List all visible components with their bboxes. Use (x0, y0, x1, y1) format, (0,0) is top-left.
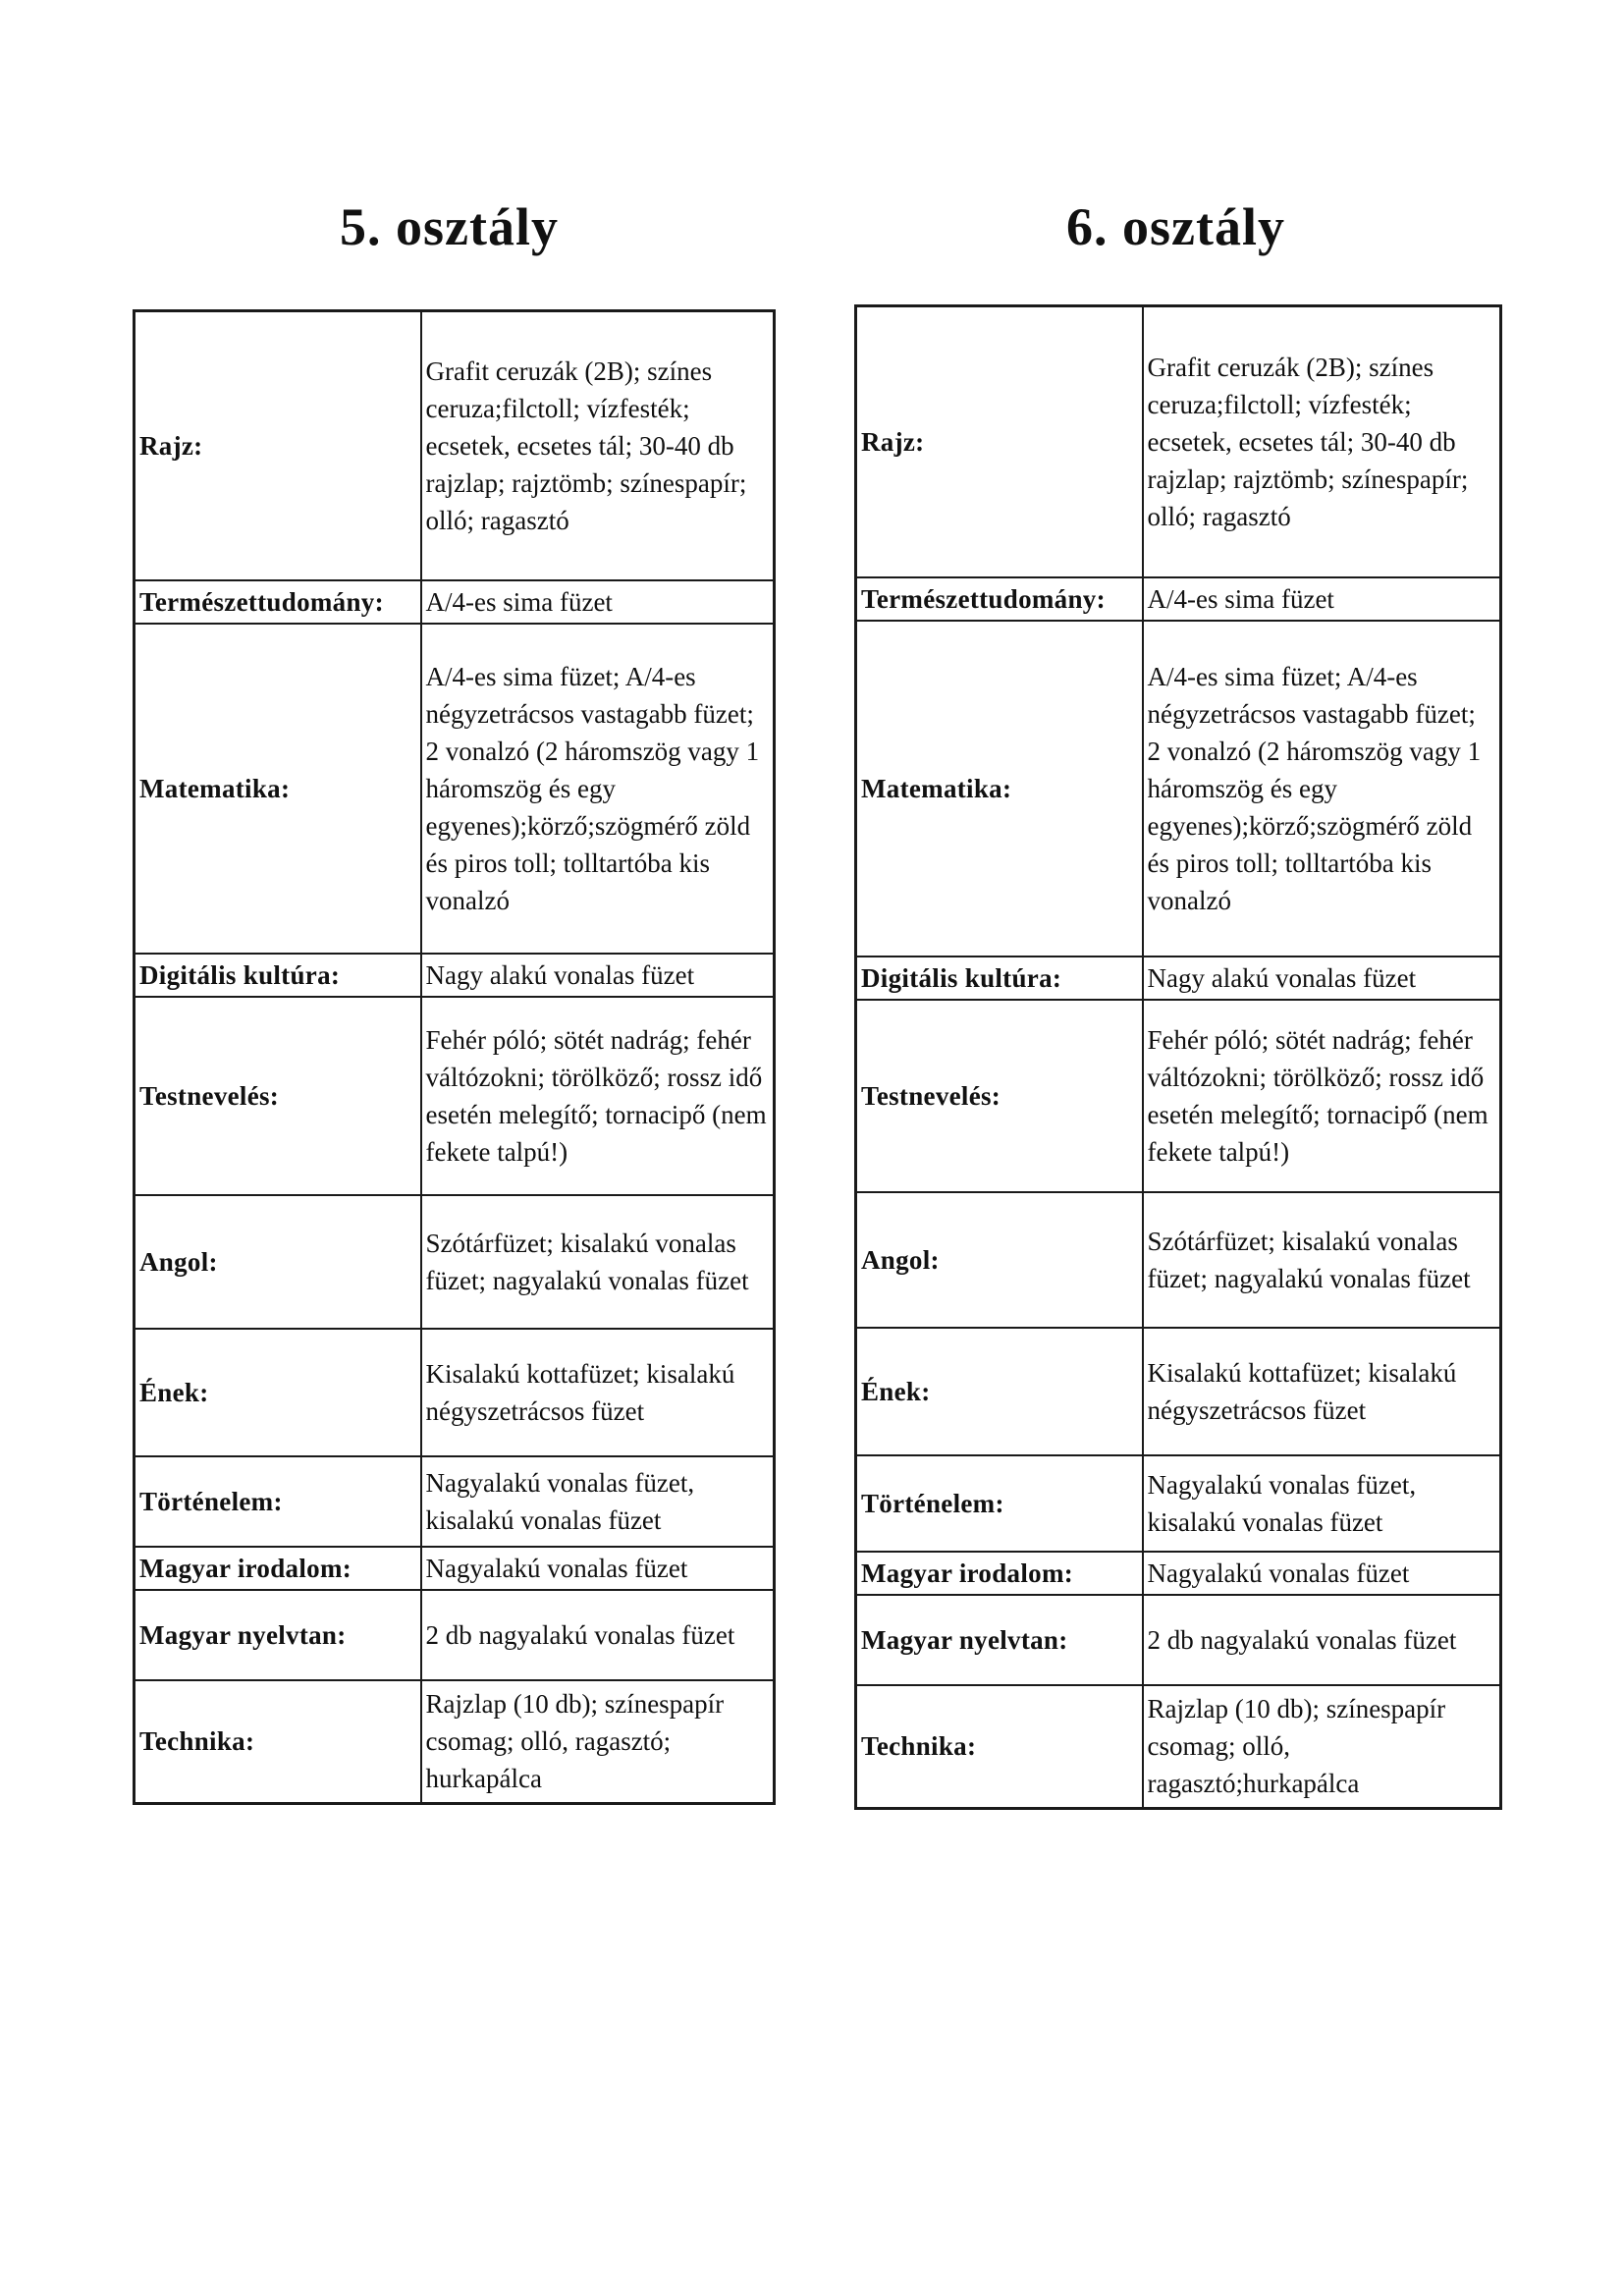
subject-cell: Digitális kultúra: (135, 954, 421, 997)
items-cell: Fehér póló; sötét nadrág; fehér váltózokni; törölköző; rossz idő esetén melegítő; tornacipő (nem fekete talpú!) (421, 997, 775, 1195)
items-cell: Szótárfüzet; kisalakú vonalas füzet; nagyalakú vonalas füzet (421, 1195, 775, 1329)
subject-cell: Testnevelés: (856, 1000, 1143, 1192)
table-row (135, 1329, 775, 1456)
items-cell: Kisalakú kottafüzet; kisalakú négyszetrácsos füzet (1143, 1328, 1501, 1455)
items-cell: Nagyalakú vonalas füzet (1143, 1552, 1501, 1595)
subject-cell: Magyar irodalom: (856, 1552, 1143, 1595)
subject-cell: Angol: (856, 1192, 1143, 1328)
subject-cell: Digitális kultúra: (856, 957, 1143, 1000)
items-cell: Nagyalakú vonalas füzet, kisalakú vonalas füzet (1143, 1455, 1501, 1552)
table-row (135, 1456, 775, 1547)
items-cell: Rajzlap (10 db); színespapír csomag; olló, ragasztó;hurkapálca (1143, 1685, 1501, 1809)
subject-cell: Magyar nyelvtan: (856, 1595, 1143, 1685)
table-row (856, 1328, 1501, 1455)
subject-cell: Matematika: (856, 621, 1143, 957)
items-cell: Kisalakú kottafüzet; kisalakú négyszetrácsos füzet (421, 1329, 775, 1456)
subject-cell: Magyar nyelvtan: (135, 1590, 421, 1680)
subject-cell: Ének: (135, 1329, 421, 1456)
table-row (135, 1195, 775, 1329)
grade6-supply-table (854, 304, 1502, 1810)
items-cell: 2 db nagyalakú vonalas füzet (421, 1590, 775, 1680)
table-row (856, 1685, 1501, 1809)
items-cell: Szótárfüzet; kisalakú vonalas füzet; nagyalakú vonalas füzet (1143, 1192, 1501, 1328)
items-cell: A/4-es sima füzet; A/4-es négyzetrácsos vastagabb füzet; 2 vonalzó (2 háromszög vagy 1 háromszög és egy egyenes);körző;szögmérő zöld és piros toll; tolltartóba kis vonalzó (421, 624, 775, 954)
table-row (856, 306, 1501, 577)
subject-cell: Testnevelés: (135, 997, 421, 1195)
items-cell: 2 db nagyalakú vonalas füzet (1143, 1595, 1501, 1685)
table-row (135, 954, 775, 997)
subject-cell: Technika: (856, 1685, 1143, 1809)
items-cell: Nagy alakú vonalas füzet (1143, 957, 1501, 1000)
subject-cell: Történelem: (135, 1456, 421, 1547)
table-row (135, 1680, 775, 1804)
items-cell: Nagyalakú vonalas füzet, kisalakú vonalas füzet (421, 1456, 775, 1547)
table-row (856, 1192, 1501, 1328)
subject-cell: Angol: (135, 1195, 421, 1329)
items-cell: Nagy alakú vonalas füzet (421, 954, 775, 997)
subject-cell: Történelem: (856, 1455, 1143, 1552)
subject-cell: Természettudomány: (856, 577, 1143, 621)
table-row (135, 1590, 775, 1680)
table-row (856, 1000, 1501, 1192)
items-cell: A/4-es sima füzet (1143, 577, 1501, 621)
table-row (135, 997, 775, 1195)
subject-cell: Rajz: (135, 311, 421, 580)
table-row (135, 1547, 775, 1590)
table-row (856, 1595, 1501, 1685)
table-row (856, 621, 1501, 957)
subject-cell: Természettudomány: (135, 580, 421, 624)
items-cell: Nagyalakú vonalas füzet (421, 1547, 775, 1590)
items-cell: Rajzlap (10 db); színespapír csomag; olló, ragasztó; hurkapálca (421, 1680, 775, 1804)
grade6-title: 6. osztály (1066, 197, 1285, 256)
subject-cell: Rajz: (856, 306, 1143, 577)
subject-cell: Matematika: (135, 624, 421, 954)
table-row (856, 577, 1501, 621)
table-row (135, 624, 775, 954)
items-cell: Grafit ceruzák (2B); színes ceruza;filctoll; vízfesték; ecsetek, ecsetes tál; 30-40 db rajzlap; rajztömb; színespapír; olló; ragasztó (421, 311, 775, 580)
grade5-title: 5. osztály (340, 197, 559, 256)
subject-cell: Technika: (135, 1680, 421, 1804)
items-cell: A/4-es sima füzet (421, 580, 775, 624)
table-row (135, 580, 775, 624)
table-row (856, 957, 1501, 1000)
items-cell: A/4-es sima füzet; A/4-es négyzetrácsos vastagabb füzet; 2 vonalzó (2 háromszög vagy 1 háromszög és egy egyenes);körző;szögmérő zöld és piros toll; tolltartóba kis vonalzó (1143, 621, 1501, 957)
table-row (856, 1552, 1501, 1595)
subject-cell: Magyar irodalom: (135, 1547, 421, 1590)
grade5-supply-table (133, 309, 776, 1805)
items-cell: Fehér póló; sötét nadrág; fehér váltózokni; törölköző; rossz idő esetén melegítő; tornacipő (nem fekete talpú!) (1143, 1000, 1501, 1192)
table-row (135, 311, 775, 580)
table-row (856, 1455, 1501, 1552)
subject-cell: Ének: (856, 1328, 1143, 1455)
items-cell: Grafit ceruzák (2B); színes ceruza;filctoll; vízfesték; ecsetek, ecsetes tál; 30-40 db rajzlap; rajztömb; színespapír; olló; ragasztó (1143, 306, 1501, 577)
